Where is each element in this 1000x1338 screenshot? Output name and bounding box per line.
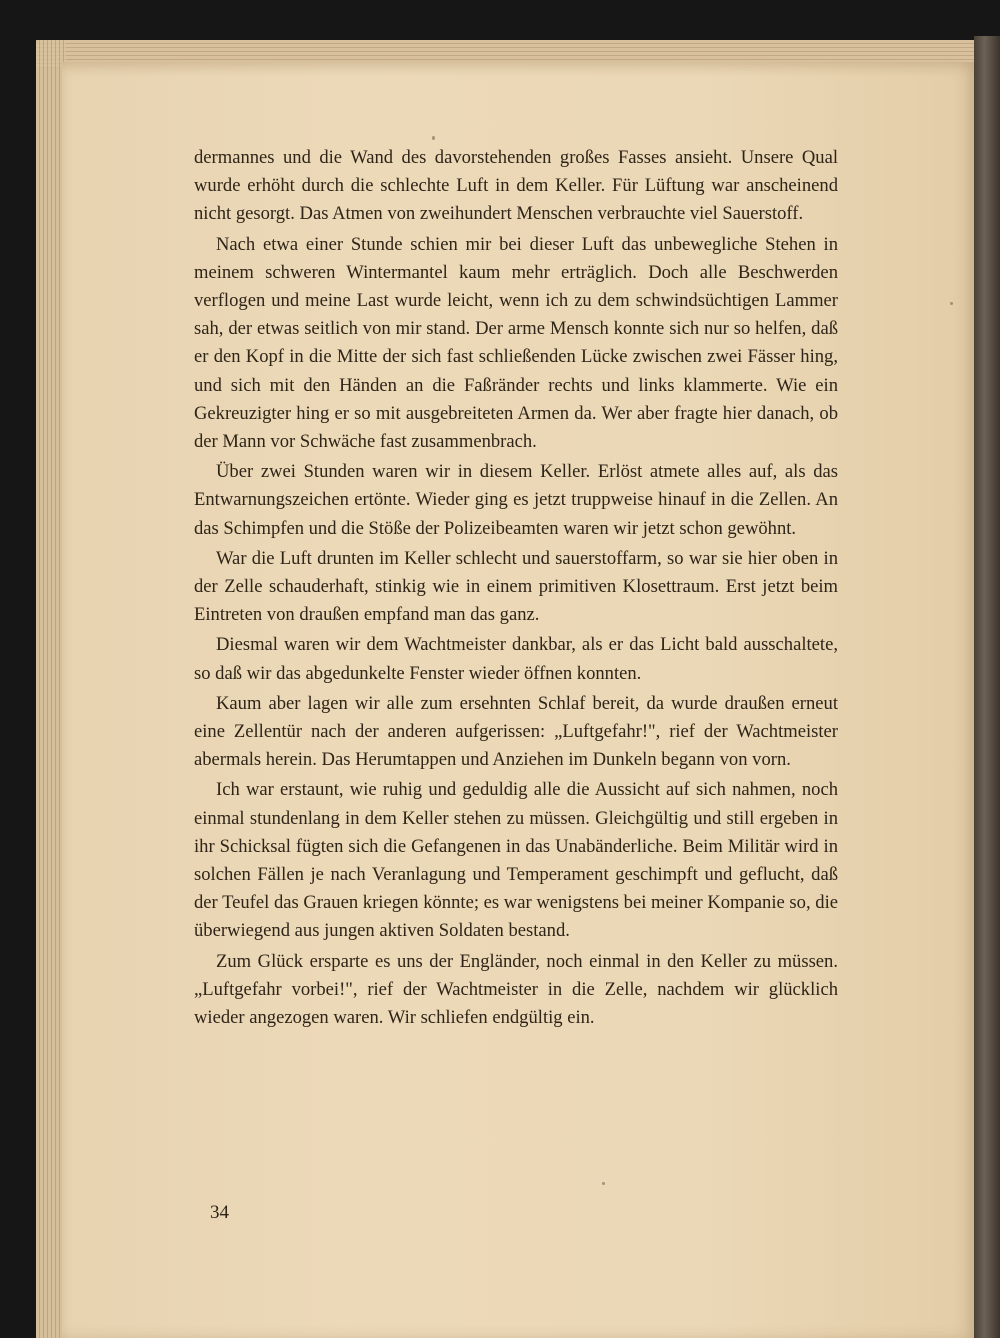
book-page	[62, 62, 974, 1338]
paragraph: Ich war erstaunt, wie ruhig und geduldig alle die Aussicht auf sich nahmen, noch einmal stundenlang in dem Keller stehen zu müssen. Gleichgültig und still ergeben in ihr Schicksal fügten sich die Gefangenen in das Unabänderliche. Beim Militär wird in solchen Fällen je nach Veranlagung und Temperament geschimpft und geflucht, daß der Teufel das Grauen kriegen könnte; es war wenigstens bei meiner Kompanie so, die überwiegend aus jungen aktiven Soldaten bestand.	[194, 779, 838, 942]
body-text	[194, 144, 838, 1034]
paragraph: Diesmal waren wir dem Wachtmeister dankbar, als er das Licht bald ausschaltete, so daß wir das abgedunkelte Fenster wieder öffnen konnten.	[194, 634, 838, 684]
paper-speck	[950, 302, 953, 305]
paragraph: Kaum aber lagen wir alle zum ersehnten Schlaf bereit, da wurde draußen erneut eine Zellentür nach der anderen aufgerissen: „Luftgefahr!", rief der Wachtmeister abermals herein. Das Herumtappen und Anziehen im Dunkeln begann von vorn.	[194, 692, 838, 771]
paragraph: dermannes und die Wand des davorstehenden großes Fasses ansieht. Unsere Qual wurde erhöht durch die schlechte Luft in dem Keller. Für Lüftung war anscheinend nicht gesorgt. Das Atmen von zweihundert Menschen verbrauchte viel Sauerstoff.	[194, 147, 838, 225]
paragraph: Über zwei Stunden waren wir in diesem Keller. Erlöst atmete alles auf, als das Entwarnungszeichen ertönte. Wieder ging es jetzt truppweise hinauf in die Zellen. An das Schimpfen und die Stöße der Polizeibeamten waren wir jetzt schon gewöhnt.	[194, 461, 838, 539]
book-spine	[974, 36, 1000, 1338]
paragraph: Zum Glück ersparte es uns der Engländer, noch einmal in den Keller zu müssen. „Luftgefahr vorbei!", rief der Wachtmeister in die Zelle, nachdem wir glücklich wieder angezogen waren. Wir schliefen endgültig ein.	[194, 950, 838, 1029]
paper-speck	[432, 136, 435, 140]
paper-speck	[602, 1182, 605, 1185]
page-number: 34	[210, 1202, 229, 1223]
paragraph: War die Luft drunten im Keller schlecht und sauerstoffarm, so war sie hier oben in der Zelle schauderhaft, stinkig wie in einem primitiven Klosettraum. Erst jetzt beim Eintreten von draußen empfand man das ganz.	[194, 547, 838, 626]
paragraph: Nach etwa einer Stunde schien mir bei dieser Luft das unbewegliche Stehen in meinem schweren Wintermantel kaum mehr erträglich. Doch alle Beschwerden verflogen und meine Last wurde leicht, wenn ich zu dem schwindsüchtigen Lammer sah, der etwas seitlich von mir stand. Der arme Mensch konnte sich nur so helfen, daß er den Kopf in die Mitte der sich fast schließenden Lücke zwischen zwei Fässer hing, und sich mit den Händen an die Faßränder rechts und links klammerte. Wie ein Gekreuzigter hing er so mit ausgebreiteten Armen da. Wer aber fragte hier danach, ob der Mann vor Schwäche fast zusammenbrach.	[194, 233, 838, 453]
